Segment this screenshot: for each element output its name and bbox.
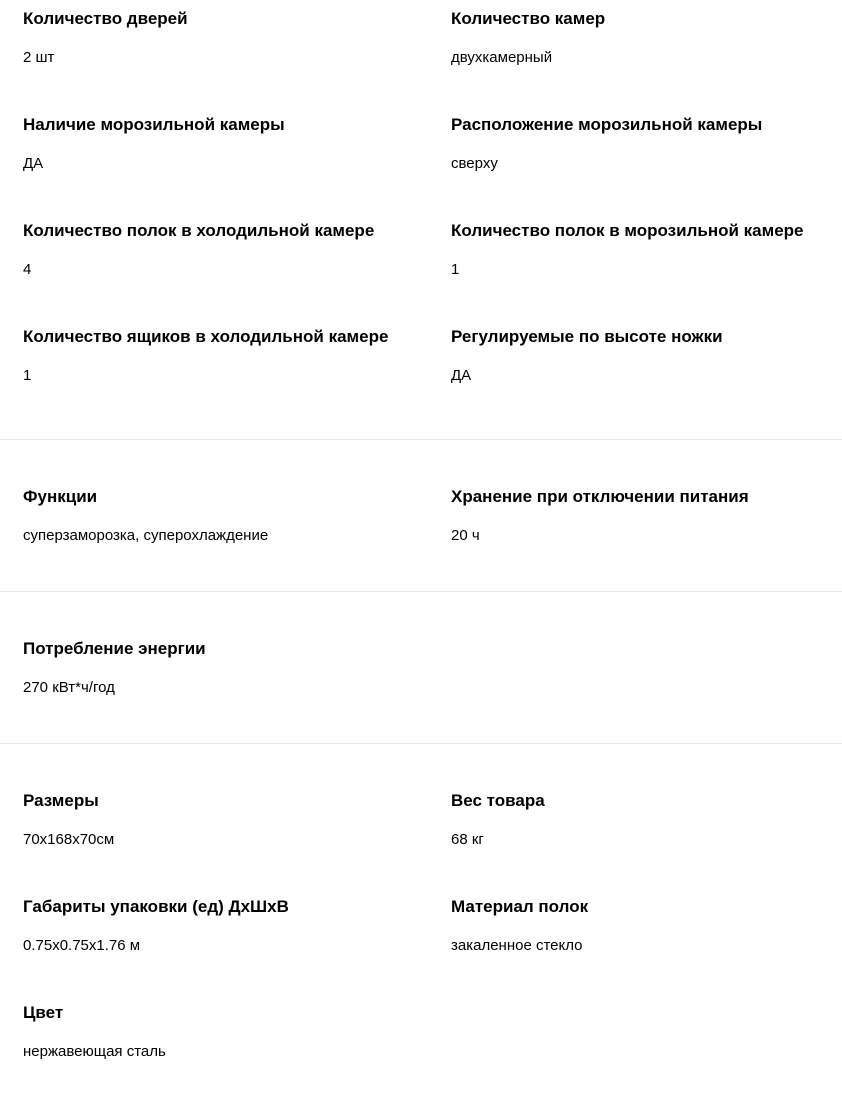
spec-value: 20 ч <box>451 527 480 544</box>
spec-label: Цвет <box>23 1003 64 1022</box>
spec-label: Количество ящиков в холодильной камере <box>23 327 389 346</box>
spec-value: сверху <box>451 155 498 172</box>
spec-label: Хранение при отключении питания <box>451 487 749 506</box>
spec-value: двухкамерный <box>451 49 553 66</box>
spec-label: Регулируемые по высоте ножки <box>451 327 723 346</box>
spec-value: закаленное стекло <box>451 937 583 954</box>
spec-item-package-dimensions <box>0 897 428 1003</box>
spec-value: ДА <box>451 367 472 384</box>
spec-item-shelf-material <box>428 897 842 1003</box>
spec-value: суперзаморозка, суперохлаждение <box>23 527 269 544</box>
spec-item-power-off-storage <box>428 487 842 593</box>
spec-item-dimensions <box>0 791 428 897</box>
spec-label: Количество полок в холодильной камере <box>23 221 375 240</box>
spec-value: 2 шт <box>23 49 55 66</box>
spec-value: 270 кВт*ч/год <box>23 679 115 696</box>
spec-value: 70x168x70см <box>23 831 115 848</box>
spec-item-freezer-presence <box>0 115 428 221</box>
spec-item-weight <box>428 791 842 897</box>
spec-section-basic <box>0 9 842 439</box>
spec-grid <box>0 639 842 745</box>
spec-label: Количество полок в морозильной камере <box>451 221 804 240</box>
spec-section-energy <box>0 591 842 743</box>
spec-grid <box>0 791 842 1109</box>
spec-item-fridge-shelves <box>0 221 428 327</box>
spec-label: Габариты упаковки (ед) ДхШхВ <box>23 897 289 916</box>
spec-value: 1 <box>23 367 32 384</box>
spec-value: 1 <box>451 261 460 278</box>
spec-label: Количество дверей <box>23 9 188 28</box>
spec-label: Материал полок <box>451 897 589 916</box>
spec-value: ДА <box>23 155 44 172</box>
spec-label: Количество камер <box>451 9 606 28</box>
spec-item-freezer-location <box>428 115 842 221</box>
spec-value: 4 <box>23 261 32 278</box>
spec-value: 68 кг <box>451 831 484 848</box>
spec-label: Функции <box>23 487 98 506</box>
spec-item-door-count <box>0 9 428 115</box>
spec-item-color <box>0 1003 428 1109</box>
spec-item-freezer-shelves <box>428 221 842 327</box>
spec-label: Размеры <box>23 791 99 810</box>
spec-item-fridge-drawers <box>0 327 428 433</box>
spec-label: Вес товара <box>451 791 545 810</box>
spec-grid <box>0 487 842 593</box>
spec-section-functions <box>0 439 842 591</box>
spec-grid <box>0 9 842 433</box>
spec-value: нержавеющая сталь <box>23 1043 166 1060</box>
spec-item-adjustable-legs <box>428 327 842 433</box>
spec-item-chamber-count <box>428 9 842 115</box>
spec-section-dimensions <box>0 743 842 1109</box>
spec-label: Потребление энергии <box>23 639 206 658</box>
spec-label: Наличие морозильной камеры <box>23 115 285 134</box>
spec-value: 0.75x0.75x1.76 м <box>23 937 141 954</box>
spec-item-energy-consumption <box>0 639 428 745</box>
spec-label: Расположение морозильной камеры <box>451 115 763 134</box>
spec-item-functions <box>0 487 428 593</box>
